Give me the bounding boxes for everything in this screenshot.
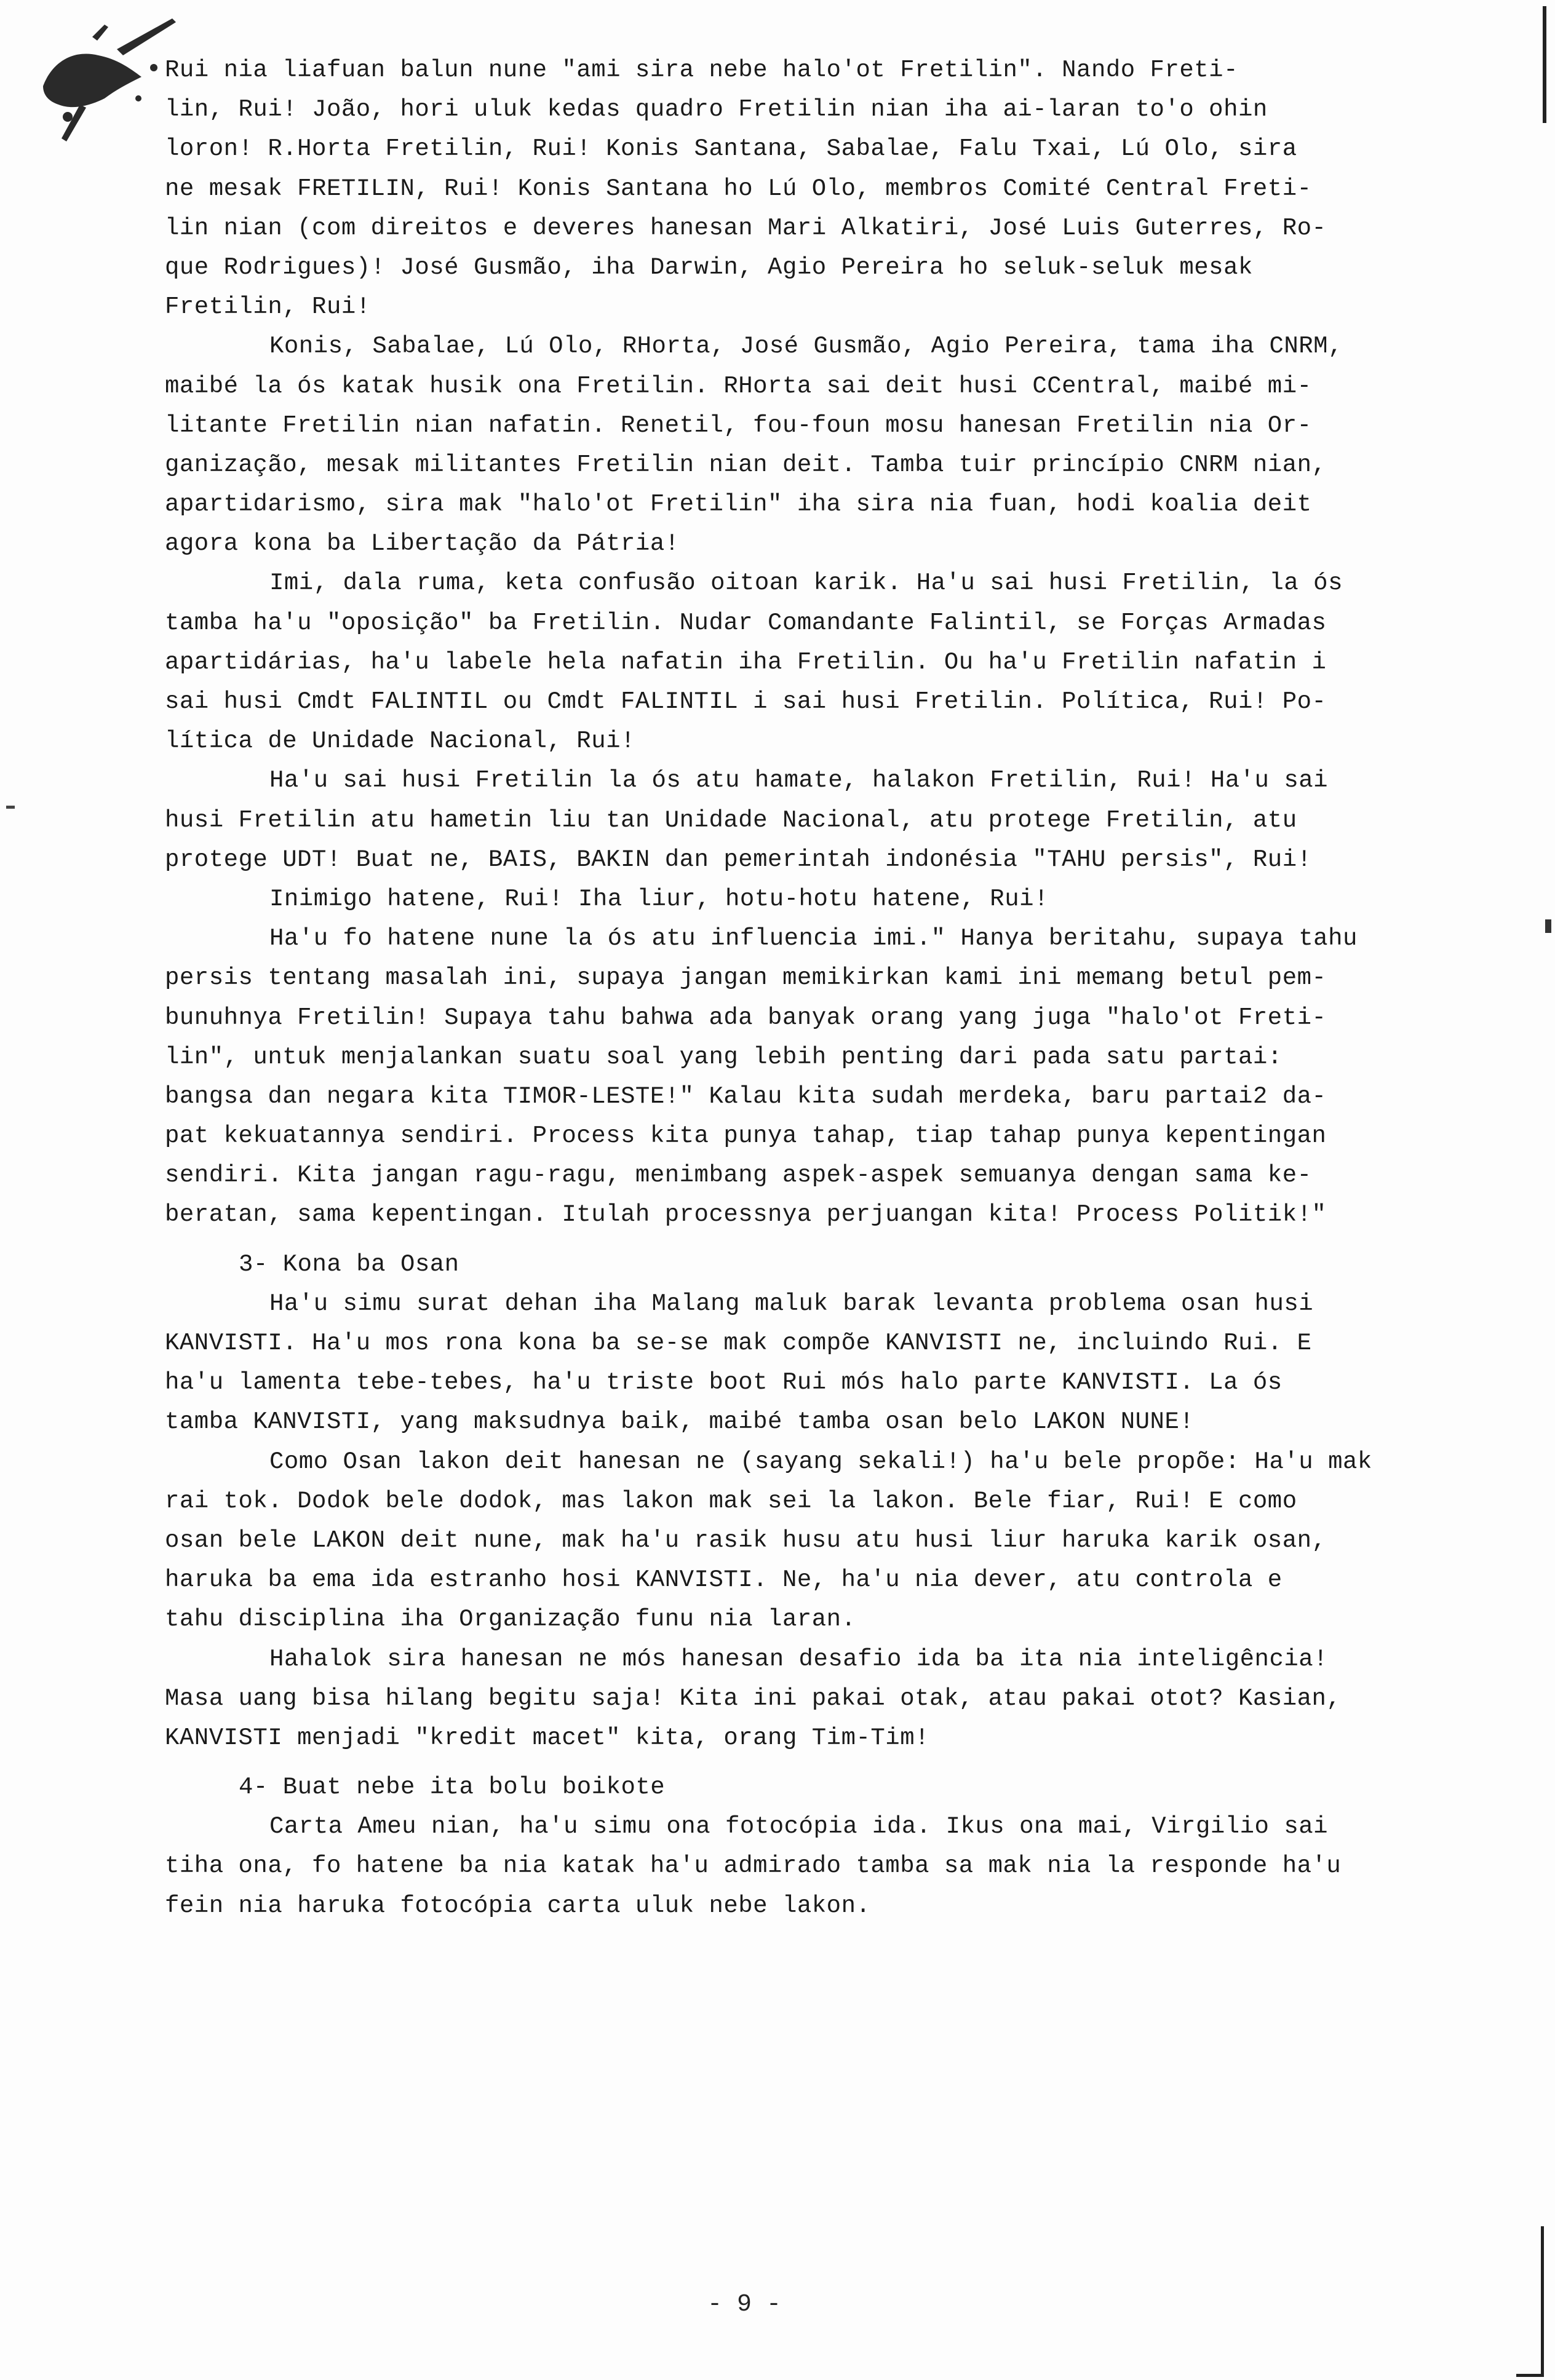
text-line: KANVISTI. Ha'u mos rona kona ba se-se mak compõe KANVISTI ne, incluindo Rui. E <box>165 1330 1312 1357</box>
text-line: persis tentang masalah ini, supaya jangan memikirkan kami ini memang betul pem- <box>165 964 1327 992</box>
text-line: sendiri. Kita jangan ragu-ragu, menimbang aspek-aspek semuanya dengan sama ke- <box>165 1162 1312 1189</box>
text-line: protege UDT! Buat ne, BAIS, BAKIN dan pemerintah indonésia "TAHU persis", Rui! <box>165 846 1312 873</box>
paragraph-start: Ha'u sai husi Fretilin la ós atu hamate, halakon Fretilin, Rui! Ha'u sai <box>269 767 1329 795</box>
text-line: sai husi Cmdt FALINTIL ou Cmdt FALINTIL i sai husi Fretilin. Política, Rui! Po- <box>165 688 1327 715</box>
text-line: lítica de Unidade Nacional, Rui! <box>165 728 635 755</box>
margin-rule-top <box>1543 6 1546 123</box>
text-line: bangsa dan negara kita TIMOR-LESTE!" Kalau kita sudah merdeka, baru partai2 da- <box>165 1082 1327 1110</box>
text-line: ha'u lamenta tebe-tebes, ha'u triste boot Rui mós halo parte KANVISTI. La ós <box>165 1369 1283 1397</box>
text-line: ganização, mesak militantes Fretilin nian deit. Tamba tuir princípio CNRM nian, <box>165 451 1327 478</box>
text-line: lin", untuk menjalankan suatu soal yang lebih penting dari pada satu partai: <box>165 1043 1283 1071</box>
text-line: osan bele LAKON deit nune, mak ha'u rasik husu atu husi liur haruka karik osan, <box>165 1526 1327 1554</box>
margin-bracket-bottom <box>1516 2226 1544 2377</box>
section-heading-boikote: 4- Buat nebe ita bolu boikote <box>239 1774 666 1801</box>
text-line: lin, Rui! João, hori uluk kedas quadro Fretilin nian iha ai-laran to'o ohin <box>165 96 1268 124</box>
text-line: ne mesak FRETILIN, Rui! Konis Santana ho Lú Olo, membros Comité Central Freti- <box>165 175 1312 202</box>
paragraph-start: Hahalok sira hanesan ne mós hanesan desafio ida ba ita nia inteligência! <box>269 1645 1329 1673</box>
text-line: lin nian (com direitos e deveres hanesan Mari Alkatiri, José Luis Guterres, Ro- <box>165 214 1327 242</box>
text-line: pat kekuatannya sendiri. Process kita punya tahap, tiap tahap punya kepentingan <box>165 1122 1327 1150</box>
text-line: KANVISTI menjadi "kredit macet" kita, orang Tim-Tim! <box>165 1724 929 1751</box>
paragraph-start: Ha'u fo hatene nune la ós atu influencia imi." Hanya beritahu, supaya tahu <box>269 925 1358 953</box>
text-line: apartidarismo, sira mak "halo'ot Fretilin" iha sira nia fuan, hodi koalia deit <box>165 491 1312 518</box>
text-line: agora kona ba Libertação da Pátria! <box>165 530 680 558</box>
text-line: litante Fretilin nian nafatin. Renetil, fou-foun mosu hanesan Fretilin nia Or- <box>165 411 1312 439</box>
text-line: apartidárias, ha'u labele hela nafatin iha Fretilin. Ou ha'u Fretilin nafatin i <box>165 648 1327 676</box>
paragraph-start: Imi, dala ruma, keta confusão oitoan karik. Ha'u sai husi Fretilin, la ós <box>269 569 1343 597</box>
text-line: husi Fretilin atu hametin liu tan Unidade Nacional, atu protege Fretilin, atu <box>165 806 1297 834</box>
paragraph-start: Inimigo hatene, Rui! Iha liur, hotu-hotu hatene, Rui! <box>269 885 1049 913</box>
text-line: tamba ha'u "oposição" ba Fretilin. Nudar Comandante Falintil, se Forças Armadas <box>165 609 1327 637</box>
text-line: tahu disciplina iha Organização funu nia laran. <box>165 1606 856 1633</box>
paragraph-start: Ha'u simu surat dehan iha Malang maluk barak levanta problema osan husi <box>269 1290 1314 1317</box>
text-line: maibé la ós katak husik ona Fretilin. RHorta sai deit husi CCentral, maibé mi- <box>165 372 1312 400</box>
text-line: Rui nia liafuan balun nune "ami sira nebe halo'ot Fretilin". Nando Freti- <box>165 57 1238 84</box>
text-line: rai tok. Dodok bele dodok, mas lakon mak sei la lakon. Bele fiar, Rui! E como <box>165 1487 1297 1515</box>
paragraph-start: Konis, Sabalae, Lú Olo, RHorta, José Gusmão, Agio Pereira, tama iha CNRM, <box>269 333 1343 360</box>
page-number: - 9 - <box>707 2291 782 2319</box>
section-heading-osan: 3- Kona ba Osan <box>239 1250 459 1278</box>
ink-stain-mark <box>25 12 185 154</box>
text-line: tamba KANVISTI, yang maksudnya baik, maibé tamba osan belo LAKON NUNE! <box>165 1408 1195 1436</box>
text-line: fein nia haruka fotocópia carta uluk nebe lakon. <box>165 1892 871 1919</box>
margin-dash <box>6 806 15 809</box>
typed-letter-body <box>165 50 1493 1926</box>
text-line: Masa uang bisa hilang begitu saja! Kita ini pakai otak, atau pakai otot? Kasian, <box>165 1684 1342 1712</box>
text-line: que Rodrigues)! José Gusmão, iha Darwin, Agio Pereira ho seluk-seluk mesak <box>165 253 1253 281</box>
text-line: tiha ona, fo hatene ba nia katak ha'u admirado tamba sa mak nia la responde ha'u <box>165 1852 1342 1880</box>
text-line: bunuhnya Fretilin! Supaya tahu bahwa ada banyak orang yang juga "halo'ot Freti- <box>165 1004 1327 1031</box>
paragraph-start: Como Osan lakon deit hanesan ne (sayang sekali!) ha'u bele propõe: Ha'u mak <box>269 1448 1372 1475</box>
text-line: Fretilin, Rui! <box>165 293 371 321</box>
text-line: loron! R.Horta Fretilin, Rui! Konis Santana, Sabalae, Falu Txai, Lú Olo, sira <box>165 135 1297 163</box>
paragraph-start: Carta Ameu nian, ha'u simu ona fotocópia ida. Ikus ona mai, Virgilio sai <box>269 1813 1329 1841</box>
margin-tick <box>1545 919 1551 933</box>
text-line: beratan, sama kepentingan. Itulah processnya perjuangan kita! Process Politik!" <box>165 1201 1327 1229</box>
text-line: haruka ba ema ida estranho hosi KANVISTI. Ne, ha'u nia dever, atu controla e <box>165 1566 1283 1594</box>
